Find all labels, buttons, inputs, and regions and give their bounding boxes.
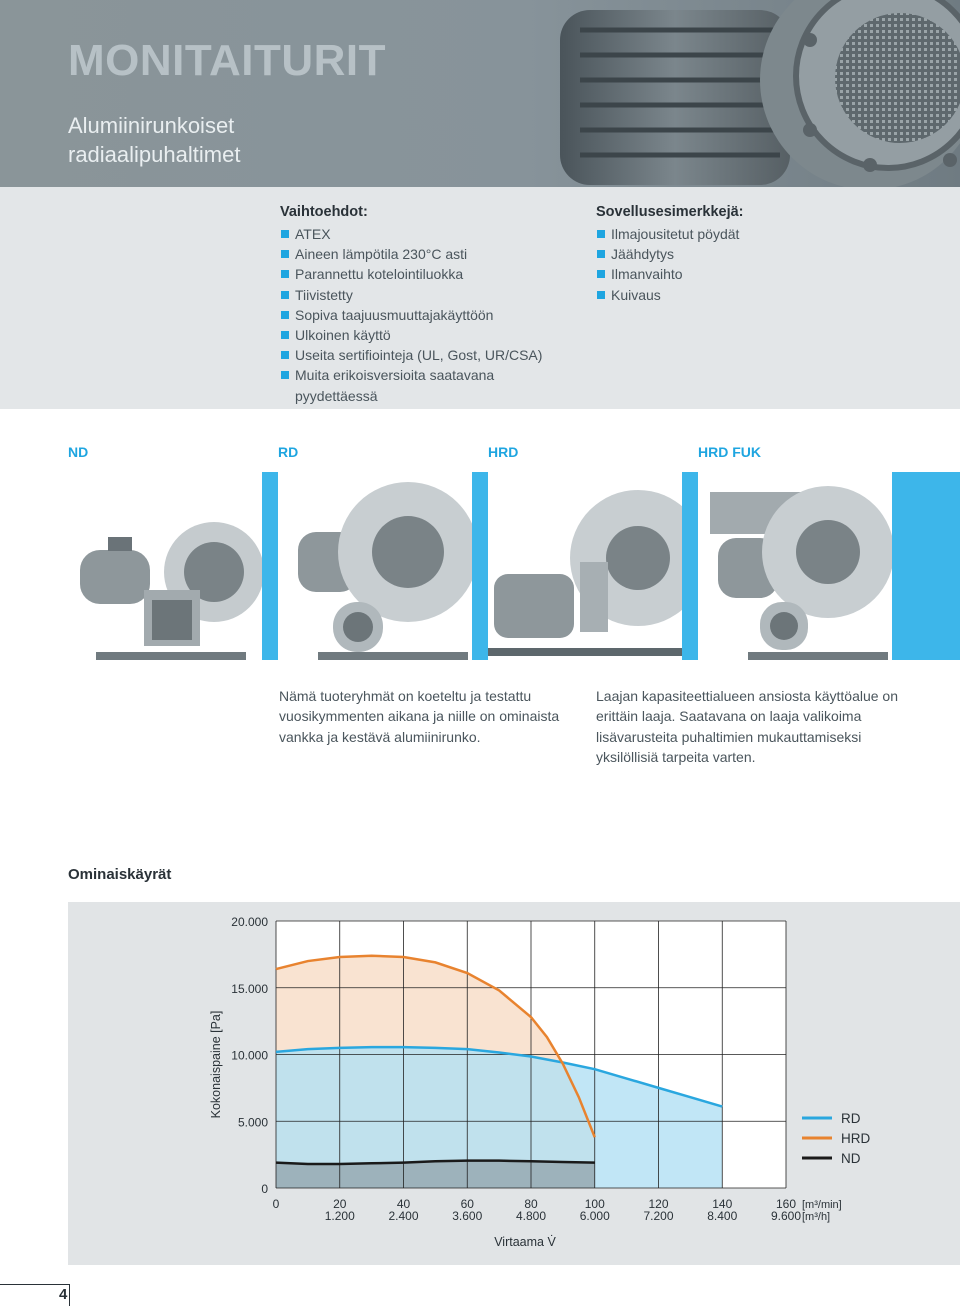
x-unit-label: [m³/min]	[802, 1199, 842, 1211]
hrd-blower-image	[488, 472, 682, 660]
y-tick-label: 15.000	[231, 981, 268, 996]
legend-label-hrd: HRD	[841, 1131, 871, 1146]
x-tick-label: 40	[396, 1197, 411, 1211]
list-item: Useita sertifiointeja (UL, Gost, UR/CSA)	[280, 345, 580, 365]
page-title: MONITAITURIT	[68, 36, 387, 85]
x-tick-label-m3h: 4.800	[515, 1209, 547, 1223]
product-label-rd: RD	[278, 444, 299, 460]
y-tick-label: 0	[261, 1182, 268, 1196]
x-tick-label-m3h: 7.200	[643, 1209, 674, 1223]
x-tick-label-m3h: 6.000	[579, 1209, 610, 1223]
x-tick-label-m3h: 8.400	[707, 1209, 738, 1223]
rd-blower-image	[278, 472, 472, 660]
x-tick-label-m3h: 9.600	[770, 1209, 802, 1223]
x-tick-label: 60	[460, 1197, 474, 1211]
applications-title: Sovellusesimerkkejä:	[596, 204, 744, 220]
performance-chart	[68, 902, 960, 1265]
list-item: Tiivistetty	[280, 285, 580, 305]
product-label-nd: ND	[68, 444, 89, 460]
options-title: Vaihtoehdot:	[280, 204, 368, 220]
page-footer-tick	[69, 1284, 70, 1306]
list-item: Muita erikoisversioita saatavana pyydettäessä	[280, 365, 580, 405]
list-item: Ilmanvaihto	[596, 264, 896, 284]
accent-bar	[472, 472, 488, 660]
x-tick-label: 20	[333, 1197, 347, 1211]
legend-label-nd: ND	[841, 1151, 861, 1166]
x-unit-label: [m³/h]	[802, 1211, 831, 1223]
list-item: Jäähdytys	[596, 244, 896, 264]
list-item: ATEX	[280, 224, 580, 244]
list-item: Sopiva taajuusmuuttajakäyttöön	[280, 305, 580, 325]
x-tick-label: 80	[524, 1197, 538, 1211]
page-subtitle: Alumiinirunkoiset radiaalipuhaltimet	[68, 113, 241, 167]
legend-label-rd: RD	[841, 1111, 861, 1126]
list-item: Ilmajousitetut pöydät	[596, 224, 896, 244]
product-label-hrd-fuk: HRD FUK	[698, 444, 761, 460]
header-band	[0, 0, 960, 187]
chart-section-title: Ominaiskäyrät	[68, 866, 172, 883]
x-tick-label-m3h: 1.200	[324, 1209, 355, 1223]
list-item: Kuivaus	[596, 285, 896, 305]
applications-column	[596, 204, 896, 305]
description-paragraph-left: Nämä tuoteryhmät on koeteltu ja testattu vuosikymmenten aikana ja niille on ominaista vankka ja kestävä alumiinirunko.	[279, 688, 560, 745]
accent-bar	[682, 472, 698, 660]
x-tick-label: 120	[648, 1197, 669, 1211]
hrd-fuk-blower-image	[698, 472, 892, 660]
applications-list	[596, 224, 896, 305]
blower-motor-image	[540, 0, 960, 187]
x-axis-label: Virtaama V̇	[494, 1235, 556, 1249]
y-tick-label: 5.000	[237, 1115, 268, 1130]
options-list	[280, 224, 580, 406]
product-label-hrd: HRD	[488, 444, 519, 460]
list-item: Parannettu kotelointiluokka	[280, 264, 580, 284]
accent-bar	[892, 472, 960, 660]
accent-bar	[262, 472, 278, 660]
y-axis-label: Kokonaispaine [Pa]	[209, 1010, 223, 1119]
list-item: Ulkoinen käyttö	[280, 325, 580, 345]
x-tick-label-m3h: 3.600	[452, 1209, 483, 1223]
x-tick-label: 100	[584, 1197, 605, 1211]
y-tick-label: 10.000	[231, 1048, 268, 1063]
x-tick-label: 0	[272, 1197, 280, 1211]
page-number: 4	[59, 1286, 68, 1303]
list-item: Aineen lämpötila 230°C asti	[280, 244, 580, 264]
nd-blower-image	[68, 472, 262, 660]
page-footer-rule	[0, 1284, 69, 1285]
options-column	[280, 204, 580, 406]
x-tick-label: 140	[712, 1197, 733, 1211]
x-tick-label: 160	[775, 1197, 797, 1211]
performance-chart-svg	[68, 902, 960, 1265]
x-tick-label-m3h: 2.400	[388, 1209, 419, 1223]
product-photo-strip	[0, 472, 960, 660]
y-tick-label: 20.000	[231, 915, 268, 929]
description-paragraph-right: Laajan kapasiteettialueen ansiosta käyttöalue on erittäin laaja. Saatavana on laaja valikoima lisävarusteita puhaltimien mukauttamiseksi yksilöllisiä tarpeita varten.	[596, 688, 898, 765]
